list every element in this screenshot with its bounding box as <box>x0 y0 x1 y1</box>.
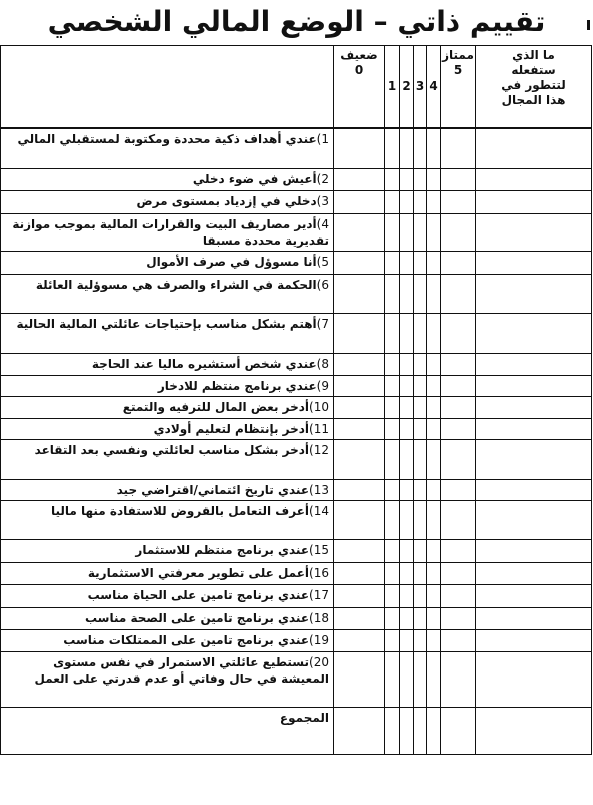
statement-text: أعيش في ضوء دخلي <box>192 172 317 186</box>
total-label: المجموع <box>1 708 334 755</box>
rating-3-cell[interactable] <box>414 608 427 630</box>
rating-3-cell[interactable] <box>414 585 427 608</box>
rating-0-cell[interactable] <box>334 440 385 480</box>
statement-text: أدخر بإنتظام لتعليم أولادي <box>153 422 310 436</box>
rating-2-cell[interactable] <box>400 169 414 191</box>
rating-2-cell[interactable] <box>400 563 414 585</box>
rating-3-cell[interactable] <box>414 169 427 191</box>
statement-cell <box>1 501 334 540</box>
rating-3-cell[interactable] <box>414 252 427 275</box>
action-plan-cell[interactable] <box>476 608 592 630</box>
rating-1-cell[interactable] <box>385 630 400 652</box>
rating-4-cell[interactable] <box>427 563 441 585</box>
rating-5-cell[interactable] <box>441 169 476 191</box>
statement-text: أدير مصاريف البيت والقرارات المالية بموجب موازنة تقديرية محددة مسبقا <box>12 217 329 248</box>
statement-number: 14) <box>309 504 329 518</box>
rating-3-cell[interactable] <box>414 376 427 397</box>
statement-text: أدخر بعض المال للترفيه والتمتع <box>122 400 310 414</box>
rating-1-cell[interactable] <box>385 314 400 354</box>
statement-cell <box>1 585 334 608</box>
action-plan-cell[interactable] <box>476 252 592 275</box>
statement-number: 1) <box>316 131 329 146</box>
rating-4-cell[interactable] <box>427 630 441 652</box>
rating-4-cell[interactable] <box>427 128 441 169</box>
statement-number: 12) <box>309 443 329 457</box>
rating-3-cell[interactable] <box>414 314 427 354</box>
rating-3-cell[interactable] <box>414 501 427 540</box>
rating-1-cell[interactable] <box>385 169 400 191</box>
rating-3-cell[interactable] <box>414 191 427 214</box>
rating-0-cell[interactable] <box>334 563 385 585</box>
page-title: تقييم ذاتي – الوضع المالي الشخصي <box>47 5 546 38</box>
rating-4-cell[interactable] <box>427 354 441 376</box>
rating-5-cell[interactable] <box>441 652 476 708</box>
corner-mark <box>587 20 590 30</box>
rating-3-cell[interactable] <box>414 652 427 708</box>
statement-row <box>1 376 592 397</box>
rating-2-cell[interactable] <box>400 480 414 501</box>
action-plan-cell[interactable] <box>476 397 592 419</box>
rating-1-cell[interactable] <box>385 708 400 755</box>
scale-3-header: 3 <box>414 46 427 128</box>
statement-row <box>1 608 592 630</box>
action-plan-cell[interactable] <box>476 354 592 376</box>
rating-5-cell[interactable] <box>441 314 476 354</box>
statement-cell <box>1 191 334 214</box>
statement-row <box>1 585 592 608</box>
statement-text: أنا مسوؤل في صرف الأموال <box>146 255 317 269</box>
statement-number: 15) <box>309 543 329 557</box>
rating-2-cell[interactable] <box>400 630 414 652</box>
rating-1-cell[interactable] <box>385 608 400 630</box>
rating-5-cell[interactable] <box>441 275 476 314</box>
statement-row <box>1 501 592 540</box>
rating-3-cell[interactable] <box>414 354 427 376</box>
rating-3-cell[interactable] <box>414 275 427 314</box>
scale-1-header: 1 <box>385 46 400 128</box>
action-plan-cell[interactable] <box>476 314 592 354</box>
statement-number: 18) <box>309 611 329 625</box>
rating-5-cell[interactable] <box>441 480 476 501</box>
rating-1-cell[interactable] <box>385 480 400 501</box>
statement-cell <box>1 608 334 630</box>
rating-5-cell[interactable] <box>441 585 476 608</box>
statement-row <box>1 440 592 480</box>
statement-row <box>1 419 592 440</box>
statement-row <box>1 169 592 191</box>
rating-0-cell[interactable] <box>334 480 385 501</box>
total-row <box>1 708 592 755</box>
action-plan-cell[interactable] <box>476 540 592 563</box>
action-plan-cell[interactable] <box>476 376 592 397</box>
rating-4-cell[interactable] <box>427 440 441 480</box>
rating-1-cell[interactable] <box>385 440 400 480</box>
rating-2-cell[interactable] <box>400 440 414 480</box>
action-plan-cell[interactable] <box>476 440 592 480</box>
statement-text: أهتم بشكل مناسب بإحتياجات عائلتي المالية الحالية <box>16 317 317 331</box>
excellent-value: 5 <box>453 63 463 77</box>
rating-3-cell[interactable] <box>414 397 427 419</box>
statement-text: عندي أهداف ذكية محددة ومكتوبة لمستقبلي المالي <box>17 131 317 146</box>
rating-0-cell[interactable] <box>334 708 385 755</box>
rating-5-cell[interactable] <box>441 440 476 480</box>
statement-number: 9) <box>316 379 329 393</box>
statement-row <box>1 275 592 314</box>
rating-1-cell[interactable] <box>385 419 400 440</box>
rating-5-cell[interactable] <box>441 608 476 630</box>
rating-4-cell[interactable] <box>427 652 441 708</box>
statement-cell <box>1 376 334 397</box>
statement-number: 6) <box>316 278 329 292</box>
rating-2-cell[interactable] <box>400 708 414 755</box>
rating-2-cell[interactable] <box>400 608 414 630</box>
weak-header <box>334 46 385 128</box>
excellent-header <box>441 46 476 128</box>
rating-0-cell[interactable] <box>334 630 385 652</box>
rating-1-cell[interactable] <box>385 540 400 563</box>
statement-cell <box>1 275 334 314</box>
scale-2-header: 2 <box>400 46 414 128</box>
statement-header <box>1 46 334 128</box>
rating-3-cell[interactable] <box>414 419 427 440</box>
rating-4-cell[interactable] <box>427 191 441 214</box>
rating-5-cell[interactable] <box>441 397 476 419</box>
statement-row <box>1 397 592 419</box>
rating-5-cell[interactable] <box>441 540 476 563</box>
statement-cell <box>1 480 334 501</box>
rating-0-cell[interactable] <box>334 419 385 440</box>
excellent-label: ممتاز <box>442 48 474 62</box>
rating-3-cell[interactable] <box>414 708 427 755</box>
statement-cell <box>1 563 334 585</box>
statement-text: عندي برنامج منتظم للاستثمار <box>135 543 310 557</box>
rating-1-cell[interactable] <box>385 214 400 252</box>
rating-2-cell[interactable] <box>400 314 414 354</box>
action-header-line: ما الذي <box>512 48 555 62</box>
statement-number: 2) <box>316 172 329 186</box>
rating-2-cell[interactable] <box>400 397 414 419</box>
rating-1-cell[interactable] <box>385 354 400 376</box>
weak-value: 0 <box>354 63 364 77</box>
statement-number: 20) <box>309 655 329 669</box>
rating-3-cell[interactable] <box>414 128 427 169</box>
action-header-line: هذا المجال <box>501 93 566 107</box>
rating-4-cell[interactable] <box>427 585 441 608</box>
rating-0-cell[interactable] <box>334 252 385 275</box>
rating-3-cell[interactable] <box>414 480 427 501</box>
statement-text: عندي تاريخ ائتماني/اقتراضي جيد <box>116 483 310 497</box>
rating-2-cell[interactable] <box>400 652 414 708</box>
rating-2-cell[interactable] <box>400 419 414 440</box>
rating-3-cell[interactable] <box>414 540 427 563</box>
statement-row <box>1 214 592 252</box>
action-plan-cell[interactable] <box>476 214 592 252</box>
statement-text: دخلي في إزدياد بمستوى مرض <box>136 194 317 208</box>
rating-5-cell[interactable] <box>441 501 476 540</box>
rating-5-cell[interactable] <box>441 708 476 755</box>
rating-0-cell[interactable] <box>334 608 385 630</box>
rating-2-cell[interactable] <box>400 252 414 275</box>
rating-5-cell[interactable] <box>441 354 476 376</box>
rating-0-cell[interactable] <box>334 354 385 376</box>
statement-row <box>1 252 592 275</box>
statement-row <box>1 563 592 585</box>
statement-number: 10) <box>309 400 329 414</box>
statement-cell <box>1 440 334 480</box>
rating-0-cell[interactable] <box>334 585 385 608</box>
rating-2-cell[interactable] <box>400 585 414 608</box>
statement-text: عندي برنامج تامين على الحياة مناسب <box>87 588 310 602</box>
action-plan-cell[interactable] <box>476 652 592 708</box>
statement-cell <box>1 419 334 440</box>
rating-1-cell[interactable] <box>385 652 400 708</box>
rating-2-cell[interactable] <box>400 540 414 563</box>
statement-cell <box>1 652 334 708</box>
action-plan-cell[interactable] <box>476 169 592 191</box>
rating-2-cell[interactable] <box>400 191 414 214</box>
statement-row <box>1 128 592 169</box>
rating-5-cell[interactable] <box>441 252 476 275</box>
rating-4-cell[interactable] <box>427 708 441 755</box>
rating-1-cell[interactable] <box>385 397 400 419</box>
rating-0-cell[interactable] <box>334 397 385 419</box>
statement-text: أدخر بشكل مناسب لعائلتي ونفسي بعد التقاعد <box>34 443 310 457</box>
rating-4-cell[interactable] <box>427 501 441 540</box>
rating-4-cell[interactable] <box>427 397 441 419</box>
rating-4-cell[interactable] <box>427 275 441 314</box>
rating-4-cell[interactable] <box>427 376 441 397</box>
action-plan-cell[interactable] <box>476 128 592 169</box>
rating-1-cell[interactable] <box>385 501 400 540</box>
statement-text: عندي برنامج منتظم للادخار <box>157 379 317 393</box>
statement-text: عندي برنامج تامين على الصحة مناسب <box>84 611 310 625</box>
rating-2-cell[interactable] <box>400 275 414 314</box>
rating-5-cell[interactable] <box>441 419 476 440</box>
statement-cell <box>1 252 334 275</box>
statement-row <box>1 354 592 376</box>
rating-4-cell[interactable] <box>427 314 441 354</box>
statement-number: 17) <box>309 588 329 602</box>
rating-2-cell[interactable] <box>400 354 414 376</box>
rating-1-cell[interactable] <box>385 191 400 214</box>
rating-1-cell[interactable] <box>385 585 400 608</box>
statement-row <box>1 630 592 652</box>
action-plan-cell[interactable] <box>476 191 592 214</box>
statement-number: 19) <box>309 633 329 647</box>
statement-text: الحكمة في الشراء والصرف هي مسوؤلية العائلة <box>35 278 317 292</box>
statement-row <box>1 652 592 708</box>
action-header <box>476 46 592 128</box>
statement-number: 5) <box>316 255 329 269</box>
statement-number: 13) <box>309 483 329 497</box>
action-plan-cell[interactable] <box>476 480 592 501</box>
rating-0-cell[interactable] <box>334 501 385 540</box>
rating-4-cell[interactable] <box>427 214 441 252</box>
rating-3-cell[interactable] <box>414 440 427 480</box>
statement-text: تستطيع عائلتي الاستمرار في نفس مستوى المعيشة في حال وفاتي أو عدم قدرتي على العمل <box>34 655 329 686</box>
rating-0-cell[interactable] <box>334 540 385 563</box>
action-plan-cell[interactable] <box>476 585 592 608</box>
statement-cell <box>1 169 334 191</box>
action-plan-cell[interactable] <box>476 501 592 540</box>
rating-1-cell[interactable] <box>385 252 400 275</box>
rating-2-cell[interactable] <box>400 128 414 169</box>
statement-row <box>1 480 592 501</box>
rating-4-cell[interactable] <box>427 169 441 191</box>
statement-cell <box>1 128 334 169</box>
rating-0-cell[interactable] <box>334 214 385 252</box>
rating-5-cell[interactable] <box>441 563 476 585</box>
rating-0-cell[interactable] <box>334 314 385 354</box>
statement-number: 11) <box>309 422 329 436</box>
statement-number: 16) <box>309 566 329 580</box>
action-plan-cell[interactable] <box>476 275 592 314</box>
rating-5-cell[interactable] <box>441 128 476 169</box>
rating-1-cell[interactable] <box>385 563 400 585</box>
rating-5-cell[interactable] <box>441 214 476 252</box>
statement-row <box>1 191 592 214</box>
rating-5-cell[interactable] <box>441 376 476 397</box>
rating-0-cell[interactable] <box>334 128 385 169</box>
statement-text: عندي برنامج تامين على الممتلكات مناسب <box>63 633 310 647</box>
statement-number: 8) <box>316 357 329 371</box>
rating-4-cell[interactable] <box>427 480 441 501</box>
rating-0-cell[interactable] <box>334 191 385 214</box>
header-row <box>1 46 592 128</box>
statement-cell <box>1 630 334 652</box>
rating-5-cell[interactable] <box>441 191 476 214</box>
rating-4-cell[interactable] <box>427 608 441 630</box>
rating-0-cell[interactable] <box>334 652 385 708</box>
statement-number: 7) <box>316 317 329 331</box>
rating-2-cell[interactable] <box>400 214 414 252</box>
rating-2-cell[interactable] <box>400 376 414 397</box>
rating-1-cell[interactable] <box>385 376 400 397</box>
rating-1-cell[interactable] <box>385 275 400 314</box>
action-plan-cell[interactable] <box>476 419 592 440</box>
rating-0-cell[interactable] <box>334 275 385 314</box>
rating-3-cell[interactable] <box>414 630 427 652</box>
action-header-line: ستفعله <box>511 63 556 77</box>
action-plan-cell[interactable] <box>476 563 592 585</box>
rating-4-cell[interactable] <box>427 540 441 563</box>
statement-row <box>1 540 592 563</box>
rating-0-cell[interactable] <box>334 169 385 191</box>
statement-cell <box>1 397 334 419</box>
assessment-table <box>0 45 592 755</box>
statement-text: أعمل على تطوير معرفتي الاستثمارية <box>87 566 310 580</box>
statement-cell <box>1 540 334 563</box>
statement-row <box>1 314 592 354</box>
action-header-line: لتتطور في <box>501 78 566 92</box>
statement-cell <box>1 314 334 354</box>
rating-3-cell[interactable] <box>414 563 427 585</box>
statement-number: 4) <box>316 217 329 231</box>
action-plan-cell[interactable] <box>476 708 592 755</box>
statement-text: عندي شخص أستشيره ماليا عند الحاجة <box>91 357 317 371</box>
rating-4-cell[interactable] <box>427 252 441 275</box>
rating-2-cell[interactable] <box>400 501 414 540</box>
scale-4-header: 4 <box>427 46 441 128</box>
statement-cell <box>1 214 334 252</box>
rating-4-cell[interactable] <box>427 419 441 440</box>
statement-cell <box>1 354 334 376</box>
rating-3-cell[interactable] <box>414 214 427 252</box>
rating-0-cell[interactable] <box>334 376 385 397</box>
statement-text: أعرف التعامل بالقروض للاستفادة منها ماليا <box>50 504 310 518</box>
statement-number: 3) <box>316 194 329 208</box>
action-plan-cell[interactable] <box>476 630 592 652</box>
rating-1-cell[interactable] <box>385 128 400 169</box>
weak-label: ضعيف <box>340 48 378 62</box>
rating-5-cell[interactable] <box>441 630 476 652</box>
